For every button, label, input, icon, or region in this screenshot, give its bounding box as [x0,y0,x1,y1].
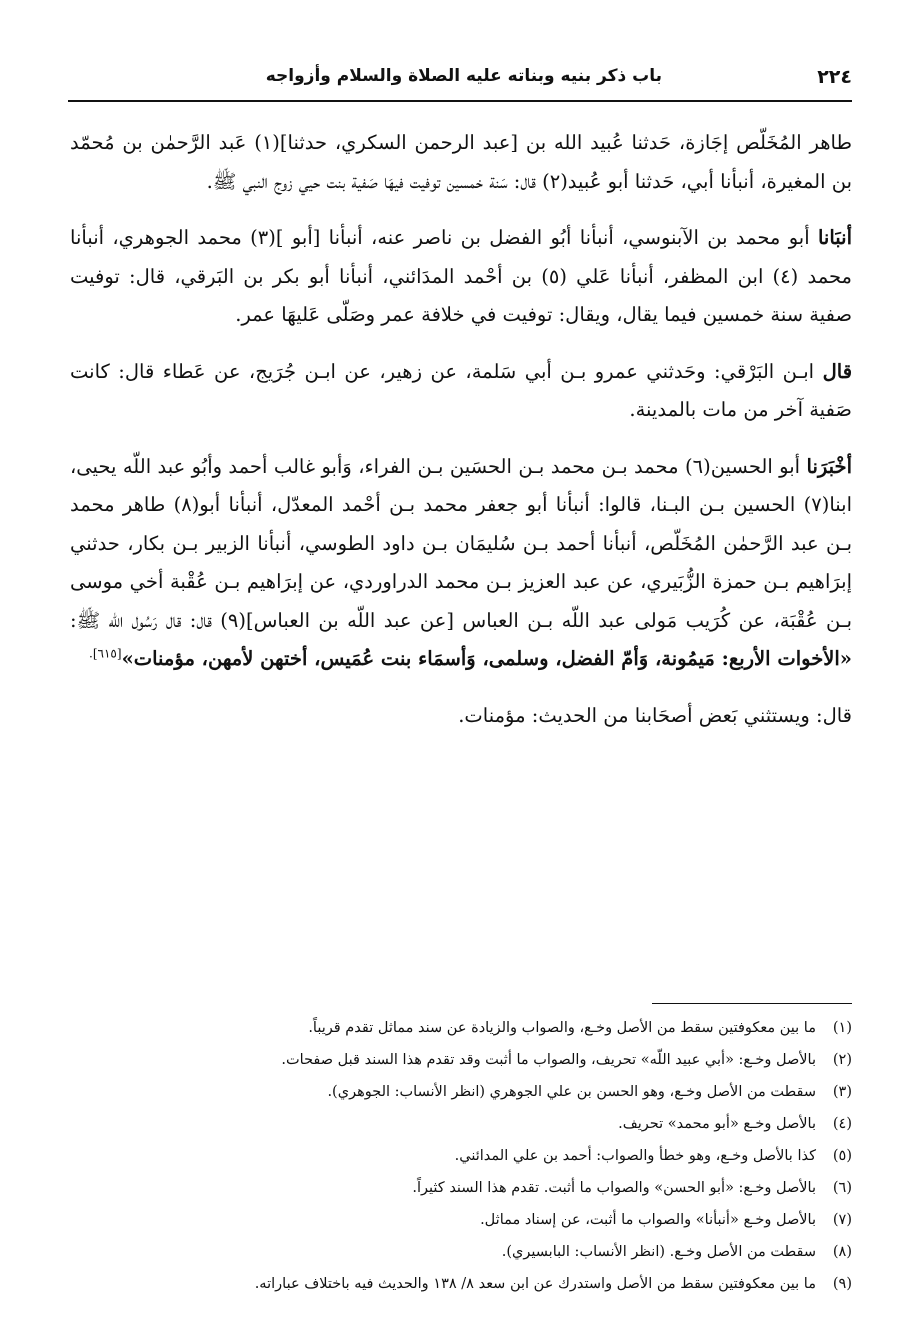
footnote-text: سقطت من الأصل وخـع. (انظر الأنساب: البابسيري). [501,1244,816,1260]
footnote-divider [652,1003,852,1004]
paragraph-2 [70,219,852,335]
footnote-number: (٦) [832,1180,852,1196]
footnote-item [70,1236,852,1268]
footnote-text: بالأصل وخـع «أبو محمد» تحريف. [618,1116,816,1132]
paragraph-lead: قال [822,359,853,383]
main-text [70,124,852,753]
footnote-item [70,1172,852,1204]
footnote-number: (٢) [832,1052,852,1068]
running-title: باب ذكر بنيه وبناته عليه الصلاة والسلام وأزواجه [265,66,662,86]
paragraph-lead: أنبَانا [817,226,852,249]
footnote-item [70,1108,852,1140]
hadith-quote: «الأخوات الأربع: مَيمُونة، وَأمّ الفضل، وسلمى، وَأسمَاء بنت عُمَيس، أختهن لأمهن، مؤمنات» [121,647,852,670]
footnote-number: (٣) [832,1084,852,1100]
footnote-item [70,1204,852,1236]
running-header [68,60,852,102]
paragraph-5 [70,697,852,736]
footnote-number: (٧) [832,1212,852,1228]
paragraph-4 [70,448,852,679]
footnote-item [70,1268,852,1300]
paragraph-text: أبو الحسين(٦) محمد بـن محمد بـن الحسَين بـن الفراء، وَأبو غالب أحمد وأبُو عبد اللّه يحيى، ابنا(٧) الحسين بـن البـنا، قالوا: أنبأنا أبو جعفر محمد بـن أحْمد المعدّل، أنبأنا أبو(٨) طاهر محمد بـن عبد الرَّحمٰن المُخَلّص، أنبأنا أحمد بـن سُليمَان بـن داود الطوسي، أنبأنا الزبير بـن بكار، حدثني إبرَاهيم بـن حمزة الزُّبَيري، عن عبد العزيز بـن محمد الدراوردي، عن إبرَاهيم بـن عُقْبة أخي موسى بـن عُقْبَة، عن كُرَيب مَولى عبد اللّه بـن العباس [عن عبد اللّه بن العباس](٩) قال: قال رَسُول الله ﷺ: [70,454,852,632]
footnote-text: بالأصل وخـع: «أبو الحسن» والصواب ما أثبت. تقدم هذا السند كثيراً. [412,1180,816,1196]
footnote-item [70,1012,852,1044]
footnote-text: بالأصل وخـع: «أبي عبيد اللّه» تحريف، والصواب ما أثبت وقد تقدم هذا السند قبل صفحات. [281,1052,816,1068]
footnote-text: بالأصل وخـع «أنبأنا» والصواب ما أثبت، عن إسناد مماثل. [480,1212,816,1228]
paragraph-3 [70,353,852,430]
paragraph-lead: أخْبَرَنا [806,454,852,478]
paragraph-1 [70,124,852,201]
page-number: ٢٢٤ [817,66,852,88]
footnote-text: كذا بالأصل وخـع، وهو خطأ والصواب: أحمد بن علي المدائني. [454,1148,816,1164]
footnote-text: سقطت من الأصل وخـع، وهو الحسن بن علي الجوهري (انظر الأنساب: الجوهري). [327,1084,816,1100]
footnote-item [70,1140,852,1172]
footnote-item [70,1076,852,1108]
hadith-reference: [٦١٥]. [89,646,122,661]
footnote-number: (١) [832,1020,852,1036]
paragraph-text: طاهر المُخَلّص إجَازة، حَدثنا عُبيد الله بن [عبد الرحمن السكري، حدثنا](١) عَبد الرَّحمٰن بن مُحمّد بن المغيرة، أنبأنا أبي، حَدثنا أبو عُبيد(٢) قال: سَنة خمسين توفيت فيهَا صَفية بنت حيي زوج النبي ﷺ. [70,131,852,193]
footnote-item [70,1044,852,1076]
footnote-text: ما بين معكوفتين سقط من الأصل واستدرك عن ابن سعد ٨/ ١٣٨ والحديث فيه باختلاف عباراته. [254,1276,816,1292]
paragraph-text: ابـن البَرْقي: وحَدثني عمرو بـن أبي سَلمة، عن زهير، عن ابـن جُرَيج، عن عَطاء قال: كانت صَفية آخر من مات بالمدينة. [70,359,852,421]
footnote-number: (٩) [832,1276,852,1292]
paragraph-text: قال: ويستثني بَعض أصحَابنا من الحديث: مؤمنات. [458,703,852,727]
footnote-text: ما بين معكوفتين سقط من الأصل وخـع، والصواب والزيادة عن سند مماثل تقدم قريباً. [308,1020,816,1036]
footnote-number: (٤) [832,1116,852,1132]
footnote-number: (٥) [832,1148,852,1164]
footnote-number: (٨) [832,1244,852,1260]
footnotes [70,1012,852,1300]
paragraph-text: أبو محمد بن الآبنوسي، أنبأنا أبُو الفضل بن ناصر عنه، أنبأنا [أبو ](٣) محمد الجوهري، أنبأنا محمد (٤) ابن المظفر، أنبأنا عَلي (٥) بن أحْمد المدَائني، أنبأنا أبو بكر بن البَرقي، قال: توفيت صفية سنة خمسين فيما يقال، ويقال: توفيت في خلافة عمر وصَلّى عَليهَا عمر. [70,226,852,326]
